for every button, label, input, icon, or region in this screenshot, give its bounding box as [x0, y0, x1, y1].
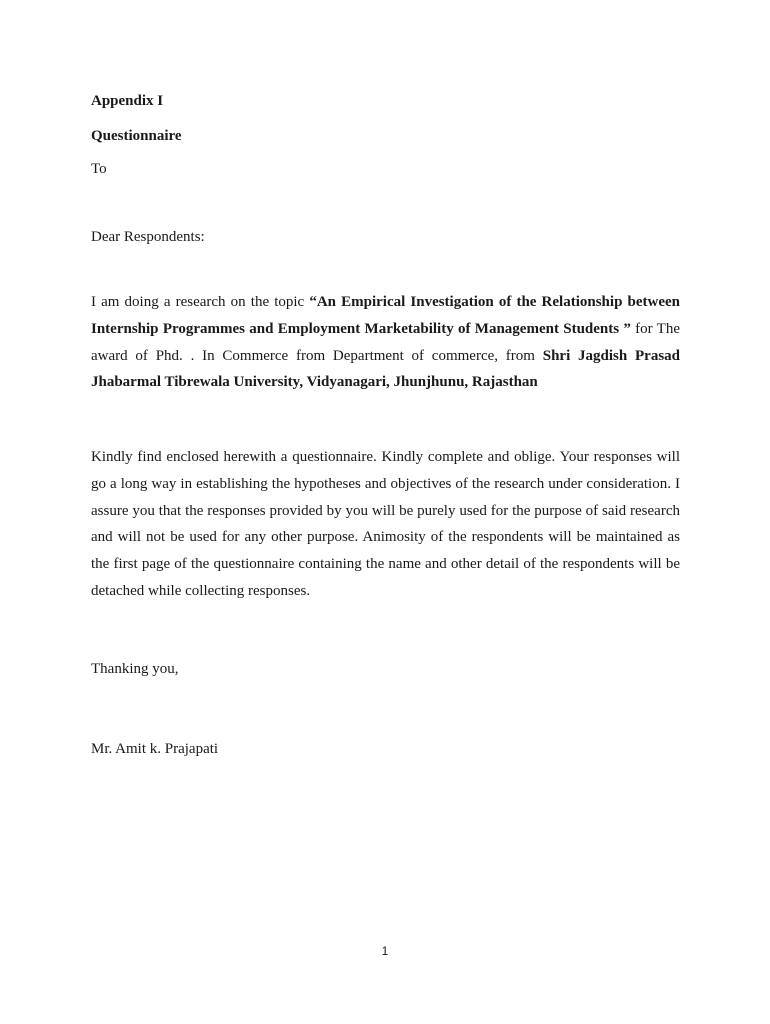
intro-lead-text: I am doing a research on the topic	[91, 294, 310, 310]
request-paragraph: Kindly find enclosed herewith a questionnaire. Kindly complete and oblige. Your responses will go a long way in establishing the hypotheses and objectives of the research under consideration. I assure you that the responses provided by you will be purely used for the purpose of said research and will not be used for any other purpose. Animosity of the respondents will be maintained as the first page of the questionnaire containing the name and other detail of the respondents will be detached while collecting responses.	[91, 449, 680, 599]
university-name: Shri Jagdish Prasad Jhabarmal Tibrewala University, Vidyanagari, Jhunjhunu, Rajasthan	[91, 347, 681, 391]
signature-name: Mr. Amit k. Prajapati	[91, 741, 219, 757]
intro-paragraph	[91, 289, 680, 396]
salutation: Dear Respondents:	[91, 229, 205, 245]
intro-middle-text: for The award of Phd. . In Commerce from Department of commerce, from	[91, 320, 680, 364]
recipient-line: To	[91, 161, 107, 177]
page-number: 1	[381, 944, 389, 958]
research-topic-title: “An Empirical Investigation of the Relationship between Internship Programmes and Employment Marketability of Management Students ”	[91, 294, 681, 337]
appendix-heading: Appendix I	[91, 93, 164, 109]
questionnaire-heading: Questionnaire	[91, 128, 182, 144]
closing-line: Thanking you,	[91, 661, 179, 677]
